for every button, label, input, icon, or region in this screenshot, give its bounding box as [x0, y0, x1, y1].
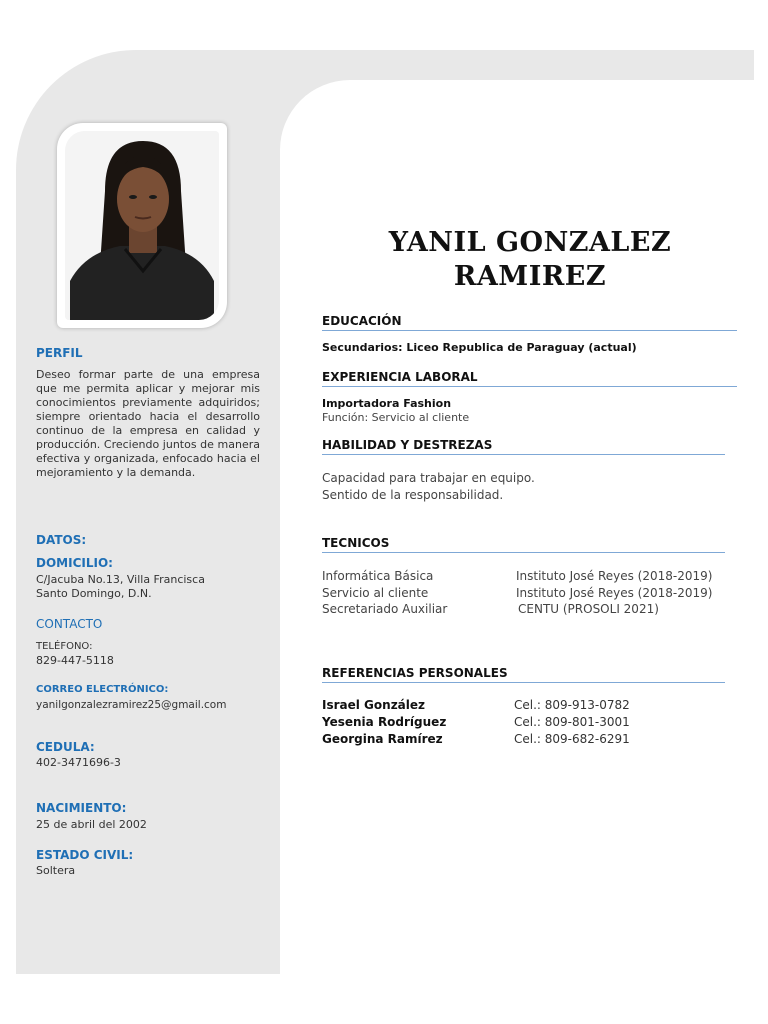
tecnico-course: Servicio al cliente: [322, 586, 429, 600]
estado-civil-value: Soltera: [36, 864, 76, 877]
correo-value: yanilgonzalezramirez25@gmail.com: [36, 699, 227, 711]
domicilio-line1: C/Jacuba No.13, Villa Francisca: [36, 573, 205, 586]
domicilio-line2: Santo Domingo, D.N.: [36, 587, 152, 600]
habilidades-heading: HABILIDAD Y DESTREZAS: [322, 438, 725, 455]
estado-civil-heading: ESTADO CIVIL:: [36, 848, 134, 862]
experiencia-role: Función: Servicio al cliente: [322, 411, 470, 424]
perfil-heading: PERFIL: [36, 346, 83, 360]
reference-phone: Cel.: 809-801-3001: [514, 715, 630, 729]
cedula-value: 402-3471696-3: [36, 756, 121, 769]
educacion-item: Secundarios: Liceo Republica de Paraguay (actual): [322, 341, 637, 354]
experiencia-company: Importadora Fashion: [322, 397, 452, 410]
name-line1: YANIL GONZALEZ: [388, 227, 672, 258]
habilidad-1: Capacidad para trabajar en equipo.: [322, 471, 535, 485]
domicilio-heading: DOMICILIO:: [36, 556, 113, 570]
reference-name: Georgina Ramírez: [322, 732, 443, 746]
telefono-label: TELÉFONO:: [36, 641, 93, 652]
contacto-heading: CONTACTO: [36, 617, 103, 631]
profile-photo: [65, 131, 219, 320]
perfil-text: Deseo formar parte de una empresa que me permita aplicar y mejorar mis conocimientos previamente adquiridos; siempre orientado hacia el desarrollo continuo de la empresa en calidad y producción. Creciendo juntos de manera efectiva y organizada, enfocado hacia el mejoramiento y la demanda.: [36, 368, 260, 479]
experiencia-heading: EXPERIENCIA LABORAL: [322, 370, 737, 387]
profile-photo-frame: [57, 123, 227, 328]
nacimiento-value: 25 de abril del 2002: [36, 818, 147, 831]
tecnico-course: Informática Básica: [322, 569, 434, 583]
person-portrait-icon: [65, 131, 219, 320]
tecnico-course: Secretariado Auxiliar: [322, 602, 448, 616]
tecnico-institution: CENTU (PROSOLI 2021): [518, 602, 659, 616]
nacimiento-heading: NACIMIENTO:: [36, 801, 127, 815]
educacion-heading: EDUCACIÓN: [322, 314, 737, 331]
reference-name: Israel González: [322, 698, 426, 712]
name-line2: RAMIREZ: [453, 261, 607, 292]
datos-heading: DATOS:: [36, 533, 87, 547]
candidate-name: [300, 226, 760, 294]
cedula-heading: CEDULA:: [36, 740, 95, 754]
reference-phone: Cel.: 809-682-6291: [514, 732, 630, 746]
tecnicos-heading: TECNICOS: [322, 536, 725, 553]
reference-phone: Cel.: 809-913-0782: [514, 698, 630, 712]
correo-heading: CORREO ELECTRÓNICO:: [36, 684, 169, 695]
reference-name: Yesenia Rodríguez: [322, 715, 447, 729]
telefono-value: 829-447-5118: [36, 654, 114, 667]
referencias-heading: REFERENCIAS PERSONALES: [322, 666, 725, 683]
tecnico-institution: Instituto José Reyes (2018-2019): [516, 586, 713, 600]
habilidad-2: Sentido de la responsabilidad.: [322, 488, 504, 502]
tecnico-institution: Instituto José Reyes (2018-2019): [516, 569, 713, 583]
